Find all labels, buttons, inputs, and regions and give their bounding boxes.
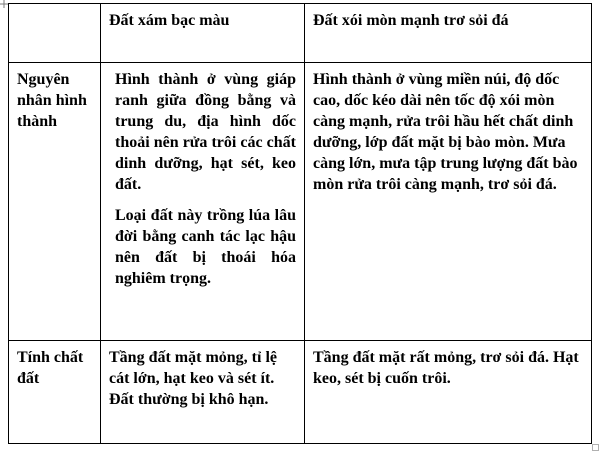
cell-gray-soil-properties bbox=[101, 341, 305, 444]
cell-paragraph: Hình thành ở vùng giáp ranh giữa đồng bằng và trung du, địa hình dốc thoải nên rửa trôi các chất dinh dưỡng, hạt sét, keo đất. bbox=[115, 71, 296, 193]
row-label-cause: Nguyên nhân hình thành bbox=[9, 63, 101, 341]
header-label-gray-soil: Đất xám bạc màu bbox=[109, 12, 230, 29]
cell-paragraph: Tầng đất mặt mỏng, tỉ lệ cát lớn, hạt keo và sét ít. Đất thường bị khô hạn. bbox=[109, 349, 277, 408]
table-header-row bbox=[9, 4, 592, 63]
cell-gray-soil-cause bbox=[101, 63, 305, 341]
table-resize-handle-icon[interactable] bbox=[592, 444, 599, 451]
cell-eroded-soil-cause bbox=[305, 63, 592, 341]
soil-comparison-table bbox=[8, 3, 592, 444]
cell-paragraph: Hình thành ở vùng miền núi, độ dốc cao, dốc kéo dài nên tốc độ xói mòn càng mạnh, rửa trôi hầu hết chất dinh dưỡng, lớp đất mặt bị bào mòn. Mưa càng lớn, mưa tập trung lượng đất bào mòn rửa trôi càng mạnh, trơ sỏi đá. bbox=[313, 71, 578, 193]
header-cell-empty bbox=[9, 4, 101, 63]
table-row bbox=[9, 341, 592, 444]
cell-eroded-soil-properties bbox=[305, 341, 592, 444]
cell-paragraph: Loại đất này trồng lúa lâu đời bằng canh tác lạc hậu nên đất bị thoái hóa nghiêm trọng. bbox=[115, 207, 296, 287]
table-row bbox=[9, 63, 592, 341]
row-label-properties: Tính chất đất bbox=[9, 341, 101, 444]
header-cell-gray-soil bbox=[101, 4, 305, 63]
cell-paragraph: Tầng đất mặt rất mỏng, trơ sỏi đá. Hạt keo, sét bị cuốn trôi. bbox=[313, 349, 579, 387]
table-move-handle-icon[interactable] bbox=[0, 0, 8, 8]
header-cell-eroded-soil: Đất xói mòn mạnh trơ sỏi đá bbox=[305, 4, 592, 63]
